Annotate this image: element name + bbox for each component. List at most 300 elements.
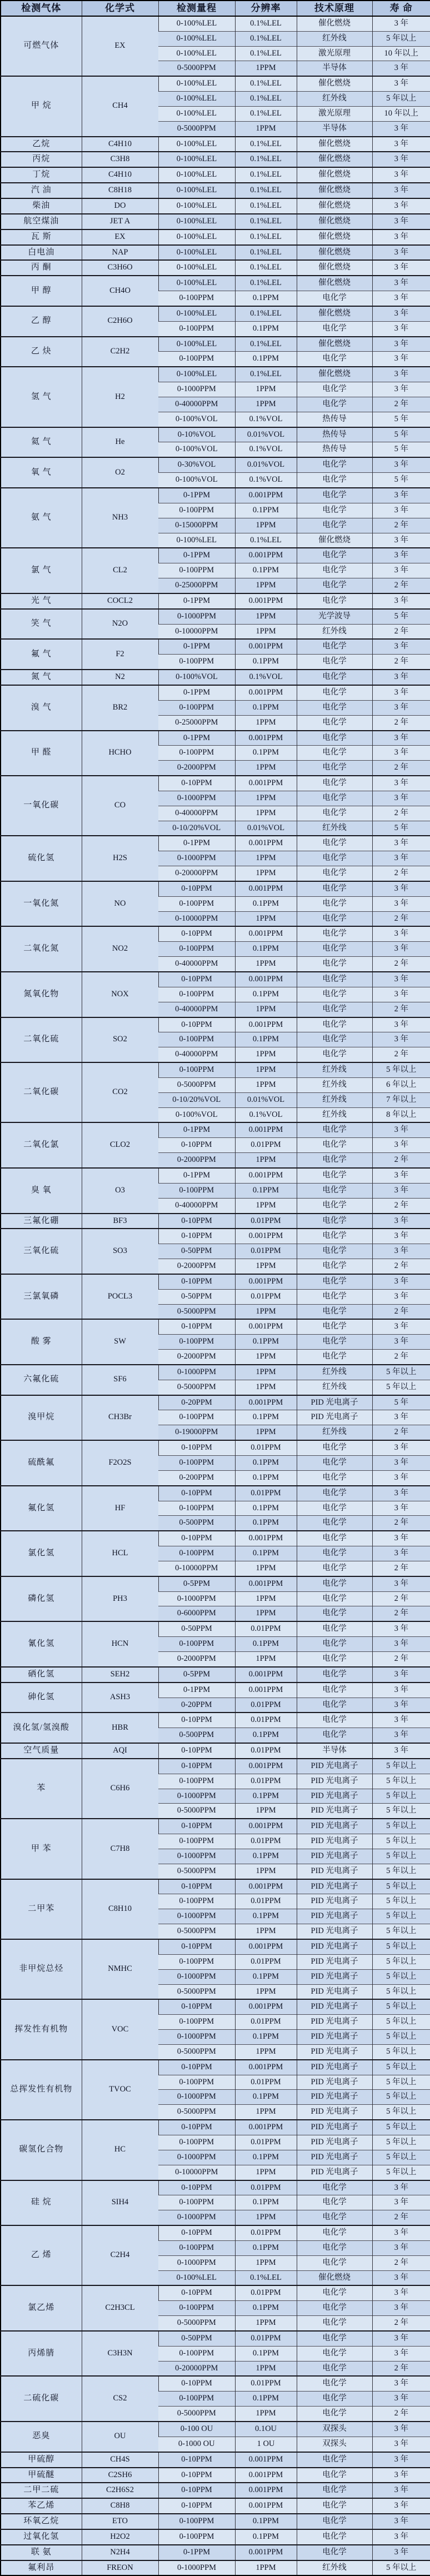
principle-cell: 电化学 xyxy=(297,1153,372,1168)
range-cell: 0-6000PPM xyxy=(158,1606,235,1621)
resolution-cell: 1PPM xyxy=(235,1047,297,1062)
principle-cell: PID 光电离子 xyxy=(297,2044,372,2059)
resolution-cell: 0.001PPM xyxy=(235,488,297,503)
principle-cell: 电化学 xyxy=(297,2316,372,2331)
formula-cell: H2O2 xyxy=(82,2529,158,2545)
range-cell: 0-10PPM xyxy=(158,1486,235,1501)
column-header-range: 检测量程 xyxy=(158,1,235,16)
principle-cell: 电化学 xyxy=(297,2240,372,2255)
gas-name-cell: 乙 烯 xyxy=(1,2225,82,2285)
formula-cell: C7H8 xyxy=(82,1819,158,1879)
range-cell: 0-100PPM xyxy=(158,2301,235,2316)
range-cell: 0-100PPM xyxy=(158,321,235,336)
lifespan-cell: 3 年 xyxy=(372,121,430,136)
range-cell: 0-100PPM xyxy=(158,1410,235,1425)
lifespan-cell: 3 年 xyxy=(372,972,430,987)
resolution-cell: 0.01PPM xyxy=(235,2135,297,2150)
lifespan-cell: 5 年以上 xyxy=(372,1849,430,1864)
principle-cell: 电化学 xyxy=(297,473,372,488)
formula-cell: POCL3 xyxy=(82,1274,158,1320)
lifespan-cell: 5 年以上 xyxy=(372,2044,430,2059)
resolution-cell: 1PPM xyxy=(235,1304,297,1319)
resolution-cell: 0.001PPM xyxy=(235,2545,297,2560)
principle-cell: 电化学 xyxy=(297,791,372,806)
formula-cell: OU xyxy=(82,2422,158,2452)
resolution-cell: 0.001PPM xyxy=(235,1939,297,1954)
gas-name-cell: 二硫化碳 xyxy=(1,2376,82,2422)
principle-cell: PID 光电离子 xyxy=(297,1834,372,1849)
formula-cell: C3H8 xyxy=(82,152,158,167)
lifespan-cell: 3 年 xyxy=(372,1122,430,1137)
principle-cell: 电化学 xyxy=(297,1350,372,1365)
gas-name-cell: 砷化氢 xyxy=(1,1683,82,1713)
table-row xyxy=(1,1214,430,1229)
lifespan-cell: 2 年 xyxy=(372,1047,430,1062)
resolution-cell: 1PPM xyxy=(235,61,297,76)
principle-cell: 半导体 xyxy=(297,121,372,136)
lifespan-cell: 3 年 xyxy=(372,1335,430,1350)
principle-cell: 电化学 xyxy=(297,806,372,821)
lifespan-cell: 3 年 xyxy=(372,2225,430,2240)
lifespan-cell: 3 年 xyxy=(372,1486,430,1501)
resolution-cell: 1PPM xyxy=(235,1350,297,1365)
principle-cell: 电化学 xyxy=(297,685,372,700)
range-cell: 0-10PPM xyxy=(158,1017,235,1032)
table-row xyxy=(1,1017,430,1032)
lifespan-cell: 3 年 xyxy=(372,2376,430,2391)
formula-cell: VOC xyxy=(82,1999,158,2059)
range-cell: 0-1000PPM xyxy=(158,1591,235,1606)
range-cell: 0-1PPM xyxy=(158,2545,235,2560)
table-row xyxy=(1,260,430,276)
gas-name-cell: 氮氧化物 xyxy=(1,972,82,1017)
range-cell: 0-50PPM xyxy=(158,1289,235,1304)
principle-cell: PID 光电离子 xyxy=(297,1879,372,1894)
gas-name-cell: 白电油 xyxy=(1,245,82,261)
column-header-gas: 检测气体 xyxy=(1,1,82,16)
formula-cell: SF6 xyxy=(82,1365,158,1395)
range-cell: 0-100PPM xyxy=(158,2240,235,2255)
resolution-cell: 1PPM xyxy=(235,1077,297,1092)
lifespan-cell: 2 年 xyxy=(372,1002,430,1017)
table-row xyxy=(1,1062,430,1077)
resolution-cell: 0.1PPM xyxy=(235,2346,297,2361)
lifespan-cell: 5 年以上 xyxy=(372,2150,430,2165)
range-cell: 0-10PPM xyxy=(158,1999,235,2014)
range-cell: 0-50PPM xyxy=(158,1621,235,1636)
resolution-cell: 0.1PPM xyxy=(235,2529,297,2545)
lifespan-cell: 5 年以上 xyxy=(372,1894,430,1909)
lifespan-cell: 3 年 xyxy=(372,1713,430,1728)
principle-cell: PID 光电离子 xyxy=(297,2060,372,2075)
range-cell: 0-20000PPM xyxy=(158,866,235,881)
range-cell: 0-40000PPM xyxy=(158,806,235,821)
lifespan-cell: 3 年 xyxy=(372,137,430,152)
formula-cell: O3 xyxy=(82,1168,158,1214)
lifespan-cell: 3 年 xyxy=(372,2346,430,2361)
principle-cell: 电化学 xyxy=(297,1183,372,1198)
resolution-cell: 0.1%LEL xyxy=(235,46,297,61)
formula-cell: CO xyxy=(82,776,158,836)
range-cell: 0-10PPM xyxy=(158,972,235,987)
lifespan-cell: 3 年 xyxy=(372,367,430,382)
table-row xyxy=(1,2060,430,2075)
resolution-cell: 0.01PPM xyxy=(235,1138,297,1153)
gas-name-cell: 酸 雾 xyxy=(1,1319,82,1365)
range-cell: 0-10000PPM xyxy=(158,2165,235,2180)
range-cell: 0-1PPM xyxy=(158,731,235,746)
principle-cell: 电化学 xyxy=(297,2285,372,2300)
principle-cell: 催化燃烧 xyxy=(297,229,372,245)
lifespan-cell: 3 年 xyxy=(372,1183,430,1198)
range-cell: 0-100PPM xyxy=(158,987,235,1002)
range-cell: 0-10PPM xyxy=(158,1939,235,1954)
range-cell: 0-100PPM xyxy=(158,2346,235,2361)
resolution-cell: 0.01%VOL xyxy=(235,457,297,472)
principle-cell: PID 光电离子 xyxy=(297,1410,372,1425)
range-cell: 0-1000PPM xyxy=(158,1849,235,1864)
principle-cell: PID 光电离子 xyxy=(297,1909,372,1924)
lifespan-cell: 3 年 xyxy=(372,1546,430,1561)
principle-cell: 红外线 xyxy=(297,2560,372,2576)
lifespan-cell: 3 年 xyxy=(372,488,430,503)
principle-cell: 催化燃烧 xyxy=(297,214,372,229)
range-cell: 0-100%VOL xyxy=(158,1107,235,1122)
resolution-cell: 0.01PPM xyxy=(235,1834,297,1849)
table-row xyxy=(1,1759,430,1774)
range-cell: 0-5000PPM xyxy=(158,1304,235,1319)
range-cell: 0-100PPM xyxy=(158,1774,235,1789)
principle-cell: 电化学 xyxy=(297,2225,372,2240)
lifespan-cell: 3 年 xyxy=(372,2468,430,2483)
principle-cell: PID 光电离子 xyxy=(297,2015,372,2030)
range-cell: 0-10000PPM xyxy=(158,1561,235,1576)
table-row xyxy=(1,137,430,152)
range-cell: 0-100PPM xyxy=(158,1834,235,1849)
range-cell: 0-10000PPM xyxy=(158,624,235,639)
gas-name-cell: 苯 xyxy=(1,1759,82,1819)
resolution-cell: 0.001PPM xyxy=(235,1395,297,1410)
gas-name-cell: 一氧化氮 xyxy=(1,881,82,927)
range-cell: 0-1000PPM xyxy=(158,382,235,397)
resolution-cell: 0.001PPM xyxy=(235,1229,297,1244)
lifespan-cell: 3 年 xyxy=(372,503,430,518)
principle-cell: 电化学 xyxy=(297,2483,372,2498)
table-row xyxy=(1,1819,430,1834)
lifespan-cell: 5 年以上 xyxy=(372,2560,430,2576)
lifespan-cell: 5 年以上 xyxy=(372,2030,430,2045)
lifespan-cell: 2 年 xyxy=(372,761,430,776)
resolution-cell: 0.1PPM xyxy=(235,2514,297,2529)
range-cell: 0-10PPM xyxy=(158,1743,235,1759)
range-cell: 0-100 OU xyxy=(158,2422,235,2437)
lifespan-cell: 3 年 xyxy=(372,337,430,352)
formula-cell: SO3 xyxy=(82,1229,158,1274)
range-cell: 0-5000PPM xyxy=(158,2316,235,2331)
resolution-cell: 0.1%LEL xyxy=(235,16,297,31)
principle-cell: PID 光电离子 xyxy=(297,2075,372,2090)
formula-cell: HCN xyxy=(82,1621,158,1667)
range-cell: 0-2000PPM xyxy=(158,1259,235,1274)
lifespan-cell: 3 年 xyxy=(372,2331,430,2346)
range-cell: 0-100%LEL xyxy=(158,229,235,245)
range-cell: 0-100PPM xyxy=(158,2529,235,2545)
formula-cell: BF3 xyxy=(82,1214,158,1229)
resolution-cell: 0.1PPM xyxy=(235,1728,297,1743)
principle-cell: 电化学 xyxy=(297,1621,372,1636)
principle-cell: 电化学 xyxy=(297,881,372,896)
resolution-cell: 1PPM xyxy=(235,2044,297,2059)
resolution-cell: 0.1%VOL xyxy=(235,670,297,685)
resolution-cell: 0.01PPM xyxy=(235,2285,297,2300)
resolution-cell: 1PPM xyxy=(235,1198,297,1213)
gas-name-cell: 甲硫醇 xyxy=(1,2452,82,2468)
lifespan-cell: 3 年 xyxy=(372,2270,430,2285)
resolution-cell: 1PPM xyxy=(235,1153,297,1168)
lifespan-cell: 3 年 xyxy=(372,2529,430,2545)
resolution-cell: 0.1OU xyxy=(235,2422,297,2437)
resolution-cell: 0.01PPM xyxy=(235,1486,297,1501)
range-cell: 0-100PPM xyxy=(158,1183,235,1198)
formula-cell: NOX xyxy=(82,972,158,1017)
principle-cell: 电化学 xyxy=(297,1713,372,1728)
principle-cell: 电化学 xyxy=(297,1576,372,1591)
table-row xyxy=(1,1122,430,1137)
resolution-cell: 0.001PPM xyxy=(235,836,297,851)
range-cell: 0-100%VOL xyxy=(158,670,235,685)
gas-name-cell: 氟 气 xyxy=(1,639,82,670)
range-cell: 0-10/20%VOL xyxy=(158,821,235,836)
table-row xyxy=(1,306,430,321)
range-cell: 0-10PPM xyxy=(158,1531,235,1546)
range-cell: 0-10/20%VOL xyxy=(158,1092,235,1107)
principle-cell: 电化学 xyxy=(297,700,372,715)
resolution-cell: 0.001PPM xyxy=(235,1168,297,1183)
range-cell: 0-5000PPM xyxy=(158,1077,235,1092)
resolution-cell: 0.1%LEL xyxy=(235,306,297,321)
resolution-cell: 0.001PPM xyxy=(235,2483,297,2498)
table-row xyxy=(1,2529,430,2545)
principle-cell: 双探头 xyxy=(297,2437,372,2452)
column-header-lifespan: 寿 命 xyxy=(372,1,430,16)
range-cell: 0-10000PPM xyxy=(158,911,235,926)
lifespan-cell: 2 年 xyxy=(372,2361,430,2376)
lifespan-cell: 5 年以上 xyxy=(372,1939,430,1954)
principle-cell: 催化燃烧 xyxy=(297,306,372,321)
range-cell: 0-1000PPM xyxy=(158,2150,235,2165)
table-row xyxy=(1,1486,430,1501)
resolution-cell: 0.01PPM xyxy=(235,1214,297,1229)
resolution-cell: 0.01PPM xyxy=(235,1774,297,1789)
formula-cell: CL2 xyxy=(82,548,158,593)
principle-cell: PID 光电离子 xyxy=(297,1789,372,1804)
formula-cell: C2H2 xyxy=(82,337,158,367)
lifespan-cell: 2 年 xyxy=(372,911,430,926)
gas-name-cell: 甲 醇 xyxy=(1,276,82,306)
table-row xyxy=(1,2225,430,2240)
lifespan-cell: 3 年 xyxy=(372,1017,430,1032)
range-cell: 0-5000PPM xyxy=(158,1864,235,1879)
principle-cell: 电化学 xyxy=(297,2514,372,2529)
formula-cell: CO2 xyxy=(82,1062,158,1122)
formula-cell: CH4O xyxy=(82,276,158,306)
gas-name-cell: 二氧化硫 xyxy=(1,1017,82,1063)
range-cell: 0-10PPM xyxy=(158,2483,235,2498)
lifespan-cell: 5 年以上 xyxy=(372,1864,430,1879)
range-cell: 0-20PPM xyxy=(158,1698,235,1713)
range-cell: 0-1000PPM xyxy=(158,2090,235,2105)
lifespan-cell: 3 年 xyxy=(372,942,430,957)
resolution-cell: 0.1PPM xyxy=(235,1456,297,1471)
principle-cell: PID 光电离子 xyxy=(297,2090,372,2105)
principle-cell: 电化学 xyxy=(297,1244,372,1259)
gas-name-cell: 氟利昂 xyxy=(1,2560,82,2576)
principle-cell: 热传导 xyxy=(297,412,372,427)
formula-cell: COCL2 xyxy=(82,593,158,609)
table-row xyxy=(1,1879,430,1894)
range-cell: 0-50PPM xyxy=(158,2331,235,2346)
table-row xyxy=(1,731,430,746)
formula-cell: F2 xyxy=(82,639,158,670)
resolution-cell: 0.1PPM xyxy=(235,1470,297,1485)
gas-name-cell: 甲 苯 xyxy=(1,1819,82,1879)
gas-table-body xyxy=(1,16,430,2576)
resolution-cell: 0.1PPM xyxy=(235,896,297,911)
formula-cell: N2 xyxy=(82,670,158,685)
lifespan-cell: 2 年 xyxy=(372,397,430,412)
range-cell: 0-100%LEL xyxy=(158,183,235,198)
resolution-cell: 1PPM xyxy=(235,2407,297,2422)
range-cell: 0-100PPM xyxy=(158,1456,235,1471)
resolution-cell: 0.1%LEL xyxy=(235,214,297,229)
table-row xyxy=(1,76,430,91)
resolution-cell: 1PPM xyxy=(235,1561,297,1576)
principle-cell: 电化学 xyxy=(297,1728,372,1743)
principle-cell: 电化学 xyxy=(297,1516,372,1531)
range-cell: 0-100%LEL xyxy=(158,31,235,46)
lifespan-cell: 5 年以上 xyxy=(372,2060,430,2075)
gas-name-cell: 三氯氧磷 xyxy=(1,1274,82,1320)
lifespan-cell: 2 年 xyxy=(372,2316,430,2331)
formula-cell: FREON xyxy=(82,2560,158,2576)
resolution-cell: 0.001PPM xyxy=(235,1531,297,1546)
resolution-cell: 0.1%VOL xyxy=(235,1107,297,1122)
principle-cell: PID 光电离子 xyxy=(297,2120,372,2135)
lifespan-cell: 3 年 xyxy=(372,198,430,214)
principle-cell: 电化学 xyxy=(297,1335,372,1350)
lifespan-cell: 3 年 xyxy=(372,1637,430,1652)
gas-name-cell: 甲 烷 xyxy=(1,76,82,136)
formula-cell: N2H4 xyxy=(82,2545,158,2560)
principle-cell: 电化学 xyxy=(297,987,372,1002)
principle-cell: 电化学 xyxy=(297,2407,372,2422)
resolution-cell: 0.001PPM xyxy=(235,1879,297,1894)
formula-cell: NH3 xyxy=(82,488,158,548)
resolution-cell: 1PPM xyxy=(235,609,297,624)
formula-cell: CS2 xyxy=(82,2376,158,2422)
gas-name-cell: 氟化氢 xyxy=(1,1486,82,1531)
principle-cell: 电化学 xyxy=(297,2498,372,2514)
lifespan-cell: 3 年 xyxy=(372,352,430,367)
table-row xyxy=(1,2331,430,2346)
principle-cell: 电化学 xyxy=(297,1637,372,1652)
range-cell: 0-1PPM xyxy=(158,1122,235,1137)
lifespan-cell: 3 年 xyxy=(372,987,430,1002)
gas-name-cell: 三氟化硼 xyxy=(1,1214,82,1229)
table-row xyxy=(1,245,430,261)
range-cell: 0-10PPM xyxy=(158,881,235,896)
principle-cell: 催化燃烧 xyxy=(297,533,372,548)
lifespan-cell: 5 年以上 xyxy=(372,1774,430,1789)
principle-cell: 半导体 xyxy=(297,61,372,76)
resolution-cell: 0.1PPM xyxy=(235,655,297,670)
range-cell: 0-5000PPM xyxy=(158,2044,235,2059)
range-cell: 0-100PPM xyxy=(158,291,235,306)
lifespan-cell: 3 年 xyxy=(372,2422,430,2437)
range-cell: 0-1PPM xyxy=(158,548,235,563)
range-cell: 0-1000PPM xyxy=(158,1909,235,1924)
range-cell: 0-100%LEL xyxy=(158,276,235,291)
range-cell: 0-100%LEL xyxy=(158,306,235,321)
formula-cell: H2S xyxy=(82,836,158,881)
formula-cell: SEH2 xyxy=(82,1667,158,1683)
resolution-cell: 0.1PPM xyxy=(235,1183,297,1198)
gas-name-cell: 氦 气 xyxy=(1,427,82,458)
table-row xyxy=(1,639,430,654)
principle-cell: 电化学 xyxy=(297,1259,372,1274)
principle-cell: 电化学 xyxy=(297,2301,372,2316)
lifespan-cell: 3 年 xyxy=(372,2437,430,2452)
principle-cell: 电化学 xyxy=(297,1002,372,1017)
resolution-cell: 0.1PPM xyxy=(235,987,297,1002)
resolution-cell: 0.1PPM xyxy=(235,291,297,306)
lifespan-cell: 5 年以上 xyxy=(372,92,430,107)
lifespan-cell: 5 年以上 xyxy=(372,1789,430,1804)
resolution-cell: 0.01PPM xyxy=(235,1954,297,1969)
gas-name-cell: 磷化氢 xyxy=(1,1576,82,1622)
resolution-cell: 0.1PPM xyxy=(235,2240,297,2255)
principle-cell: 电化学 xyxy=(297,2545,372,2560)
range-cell: 0-10PPM xyxy=(158,2498,235,2514)
table-row xyxy=(1,1531,430,1546)
table-row xyxy=(1,167,430,183)
lifespan-cell: 3 年 xyxy=(372,245,430,261)
gas-name-cell: 恶臭 xyxy=(1,2422,82,2452)
resolution-cell: 1 OU xyxy=(235,2437,297,2452)
formula-cell: NO2 xyxy=(82,926,158,972)
lifespan-cell: 5 年 xyxy=(372,1395,430,1410)
formula-cell: C2H6O xyxy=(82,306,158,337)
table-row xyxy=(1,183,430,198)
lifespan-cell: 3 年 xyxy=(372,1531,430,1546)
table-row xyxy=(1,198,430,214)
principle-cell: 电化学 xyxy=(297,321,372,336)
resolution-cell: 0.01PPM xyxy=(235,1743,297,1759)
resolution-cell: 0.1PPM xyxy=(235,1516,297,1531)
formula-cell: C4H10 xyxy=(82,167,158,183)
formula-cell: EX xyxy=(82,16,158,76)
principle-cell: 电化学 xyxy=(297,548,372,563)
column-header-resolution: 分辨率 xyxy=(235,1,297,16)
formula-cell: C2SH6 xyxy=(82,2468,158,2483)
resolution-cell: 0.1PPM xyxy=(235,321,297,336)
resolution-cell: 1PPM xyxy=(235,1606,297,1621)
formula-cell: C6H6 xyxy=(82,1759,158,1819)
principle-cell: PID 光电离子 xyxy=(297,1924,372,1939)
table-row xyxy=(1,1939,430,1954)
range-cell: 0-100PPM xyxy=(158,1501,235,1516)
lifespan-cell: 2 年 xyxy=(372,1153,430,1168)
